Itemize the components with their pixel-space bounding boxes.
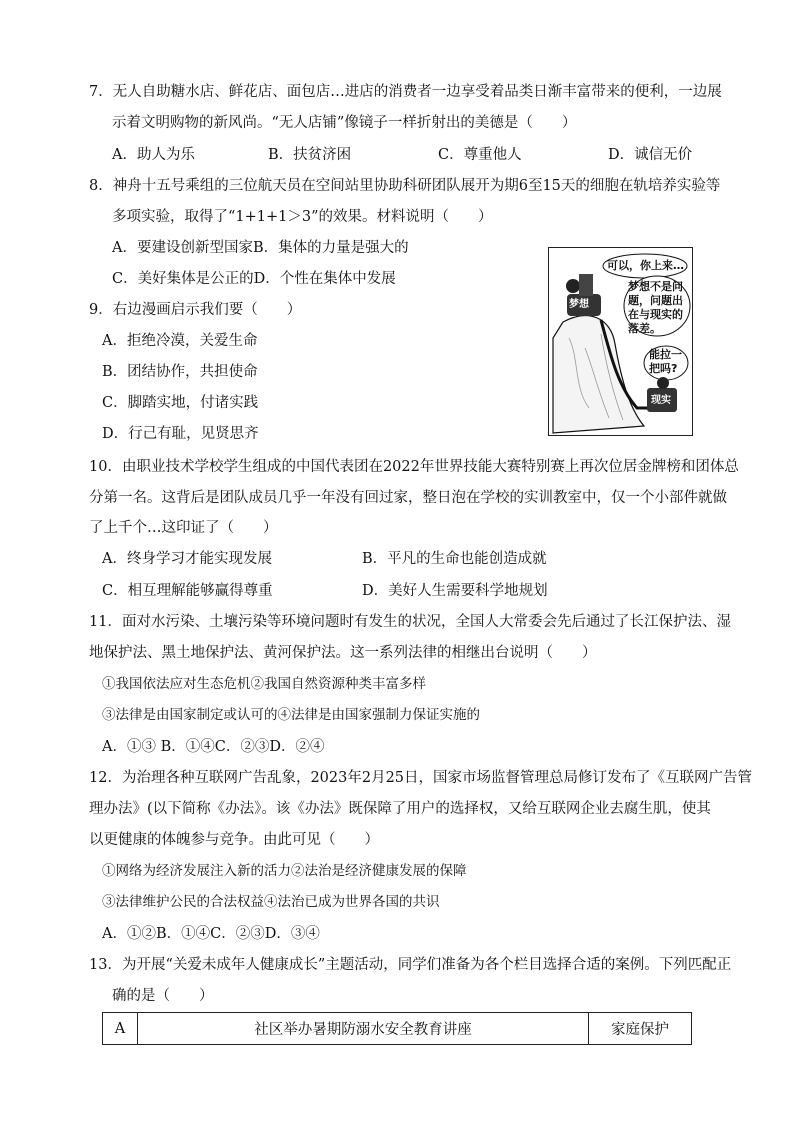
q10-option-b: B．平凡的生命也能创造成就 — [362, 551, 547, 567]
q8-stem-line1: 8．神舟十五号乘组的三位航天员在空间站里协助科研团队展开为期6至15天的细胞在轨培养实验等 — [89, 178, 721, 194]
q10-option-a: A．终身学习才能实现发展 — [102, 551, 272, 567]
q8-option-cd: C．美好集体是公正的D．个性在集体中发展 — [112, 271, 396, 287]
q10-stem-line3: 了上千个…这印证了（ ） — [89, 520, 278, 536]
q12-options: A．①②B．①④C．②③D．③④ — [102, 926, 320, 942]
q9-option-a: A．拒绝冷漠，关爱生命 — [102, 333, 258, 349]
cartoon-speech-bottom-2: 把吗? — [649, 362, 678, 375]
q9-option-d: D．行己有耻，见贤思齐 — [102, 426, 259, 442]
q8-stem-line2: 多项实验，取得了“1+1+1＞3”的效果。材料说明（ ） — [112, 209, 493, 225]
cartoon-image — [548, 247, 693, 436]
q7-option-b: B．扶贫济困 — [268, 147, 352, 163]
q11-options: A．①③ B．①④C．②③D．②④ — [102, 739, 325, 755]
cartoon-speech-middle-1: 梦想不是问 — [628, 280, 683, 293]
cartoon-speech-middle-3: 在与现实的 — [628, 308, 683, 321]
table-cell-letter: A — [103, 1013, 138, 1045]
cartoon-speech-top: 可以，你上来… — [607, 259, 684, 272]
q13-stem-line2: 确的是（ ） — [112, 988, 214, 1004]
q10-option-c: C．相互理解能够赢得尊重 — [102, 583, 273, 599]
q12-stem-line3: 以更健康的体魄参与竞争。由此可见（ ） — [89, 832, 379, 848]
q9-stem: 9．右边漫画启示我们要（ ） — [89, 302, 302, 318]
q12-stem-line1: 12．为治理各种互联网广告乱象，2023年2月25日，国家市场监督管理总局修订发布了《互联网广告管 — [89, 770, 753, 786]
q11-stem-line2: 地保护法、黑土地保护法、黄河保护法。这一系列法律的相继出台说明（ ） — [89, 645, 597, 661]
q10-option-d: D．美好人生需要科学地规划 — [362, 583, 548, 599]
q9-option-c: C．脚踏实地，付诸实践 — [102, 395, 259, 411]
cartoon-label-reality: 现实 — [651, 395, 671, 406]
q11-stem-line1: 11．面对水污染、土壤污染等环境问题时有发生的状况，全国人大常委会先后通过了长江保护法、湿 — [89, 614, 731, 630]
q12-statements-2: ③法律维护公民的合法权益④法治已成为世界各国的共识 — [102, 894, 440, 910]
table-row — [103, 1013, 692, 1045]
q9-option-b: B．团结协作，共担使命 — [102, 364, 258, 380]
q11-statements-2: ③法律是由国家制定或认可的④法律是由国家强制力保证实施的 — [102, 707, 480, 723]
q7-option-c: C．尊重他人 — [438, 147, 522, 163]
table-cell-case: 社区举办暑期防溺水安全教育讲座 — [138, 1013, 589, 1045]
q8-option-ab: A．要建设创新型国家B．集体的力量是强大的 — [112, 240, 409, 256]
cartoon-speech-bottom-1: 能拉一 — [649, 348, 682, 361]
q7-stem-line1: 7．无人自助糖水店、鲜花店、面包店…进店的消费者一边享受着品类日渐丰富带来的便利，一边展 — [89, 84, 722, 100]
table-cell-column: 家庭保护 — [589, 1013, 692, 1045]
q13-match-table — [102, 1012, 692, 1045]
q12-statements-1: ①网络为经济发展注入新的活力②法治是经济健康发展的保障 — [102, 863, 467, 879]
q12-stem-line2: 理办法》(以下简称《办法》。该《办法》既保障了用户的选择权，又给互联网企业去腐生肌，使其 — [89, 801, 711, 817]
q10-stem-line2: 分第一名。这背后是团队成员几乎一年没有回过家，整日泡在学校的实训教室中，仅一个小部件就做 — [89, 490, 727, 506]
q11-statements-1: ①我国依法应对生态危机②我国自然资源种类丰富多样 — [102, 676, 426, 692]
q13-stem-line1: 13．为开展“关爱未成年人健康成长”主题活动，同学们准备为各个栏目选择合适的案例。下列匹配正 — [89, 957, 732, 973]
q7-stem-line2: 示着文明购物的新风尚。“无人店铺”像镜子一样折射出的美德是（ ） — [112, 115, 577, 131]
cartoon-speech-middle-4: 落差。 — [628, 322, 661, 335]
q7-option-a: A．助人为乐 — [112, 147, 195, 163]
q7-option-d: D．诚信无价 — [608, 147, 693, 163]
cartoon-label-dream: 梦想 — [569, 299, 589, 310]
cartoon-speech-middle-2: 题，问题出 — [628, 294, 683, 307]
q10-stem-line1: 10．由职业技术学校学生组成的中国代表团在2022年世界技能大赛特别赛上再次位居金牌榜和团体总 — [89, 459, 739, 475]
